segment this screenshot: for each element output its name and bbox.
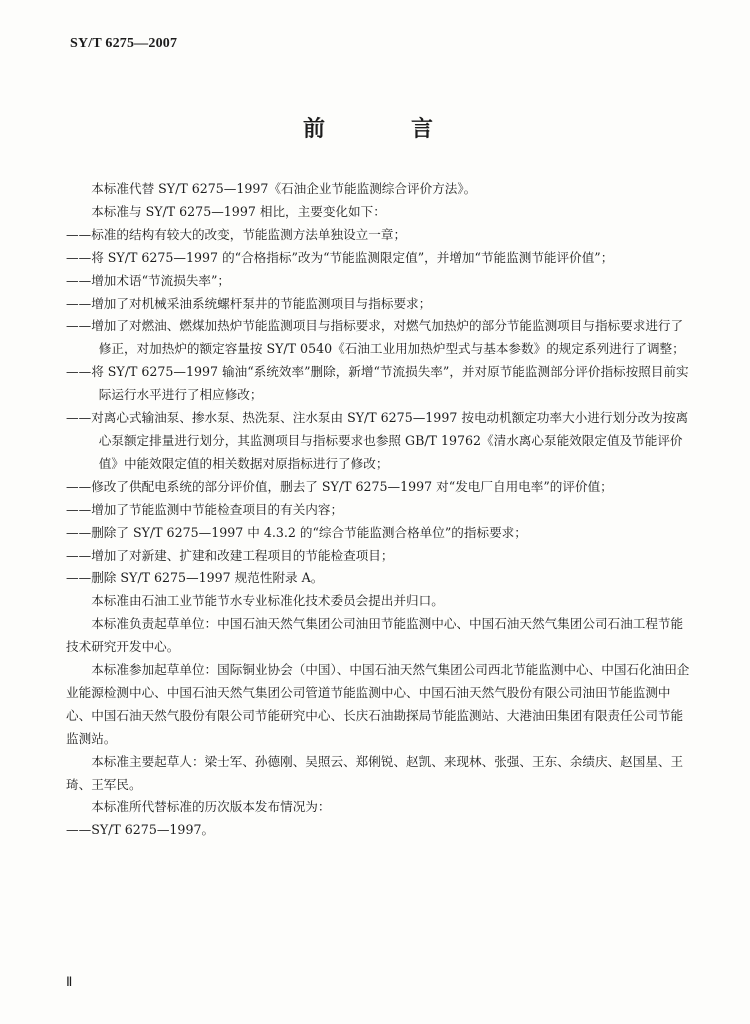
paragraph: 本标准代替 SY/T 6275—1997《石油企业节能监测综合评价方法》。 [91, 181, 477, 196]
paragraph: 本标准负责起草单位：中国石油天然气集团公司油田节能监测中心、中国石油天然气集团公司石油工程节能技术研究开发中心。 [66, 616, 684, 655]
list-item: ——修改了供配电系统的部分评价值，删去了 SY/T 6275—1997 对“发电厂自用电率”的评价值； [66, 478, 613, 494]
list-item: ——删除 SY/T 6275—1997 规范性附录 A。 [66, 570, 324, 586]
standard-code: SY/T 6275—2007 [70, 36, 178, 51]
page-title: 前 言 [302, 116, 447, 142]
paragraph: 本标准主要起草人：梁士军、孙德刚、吴照云、郑俐锐、赵凯、来现林、张强、王东、余绩庆、赵国星、王琦、王军民。 [66, 753, 684, 792]
list-item: ——增加术语“节流损失率”； [66, 272, 231, 288]
paragraph: 本标准所代替标准的历次版本发布情况为： [91, 799, 331, 815]
list-item: ——SY/T 6275—1997。 [66, 822, 215, 838]
paragraph: 本标准由石油工业节能节水专业标准化技术委员会提出并归口。 [91, 593, 444, 609]
paragraph: 本标准参加起草单位：国际铜业协会（中国）、中国石油天然气集团公司西北节能监测中心、中国石化油田企业能源检测中心、中国石油天然气集团公司管道节能监测中心、中国石油天然气股份有限公司油田节能监测中心、中国石油天然气股份有限公司节能研究中心、长庆石油勘探局节能监测站、大港油田集团有限责任公司节能监测站。 [66, 662, 690, 746]
document-body [66, 178, 691, 842]
list-item: ——增加了对新建、扩建和改建工程项目的节能检查项目； [66, 547, 394, 563]
list-item: ——标准的结构有较大的改变，节能监测方法单独设立一章； [66, 226, 407, 242]
list-item: ——将 SY/T 6275—1997 输油“系统效率”删除，新增“节流损失率”，并对原节能监测部分评价指标按照目前实际运行水平进行了相应修改； [66, 364, 689, 403]
list-item: ——增加了对机械采油系统螺杆泵井的节能监测项目与指标要求； [66, 295, 432, 311]
paragraph: 本标准与 SY/T 6275—1997 相比，主要变化如下： [91, 203, 386, 219]
list-item: ——对离心式输油泵、掺水泵、热洗泵、注水泵由 SY/T 6275—1997 按电动机额定功率大小进行划分改为按离心泵额定排量进行划分，其监测项目与指标要求也参照 GB/T 19762《清水离心泵能效限定值及节能评价值》中能效限定值的相关数据对原指标进行了修改； [66, 410, 689, 471]
list-item: ——将 SY/T 6275—1997 的“合格指标”改为“节能监测限定值”，并增加“节能监测节能评价值”； [66, 249, 614, 265]
list-item: ——删除了 SY/T 6275—1997 中 4.3.2 的“综合节能监测合格单位”的指标要求； [66, 524, 527, 540]
list-item: ——增加了节能监测中节能检查项目的有关内容； [66, 501, 344, 517]
list-item: ——增加了对燃油、燃煤加热炉节能监测项目与指标要求，对燃气加热炉的部分节能监测项目与指标要求进行了修正，对加热炉的额定容量按 SY/T 0540《石油工业用加热炉型式与基本参数》的规定系列进行了调整； [66, 318, 685, 357]
page-number: Ⅱ [66, 974, 73, 989]
